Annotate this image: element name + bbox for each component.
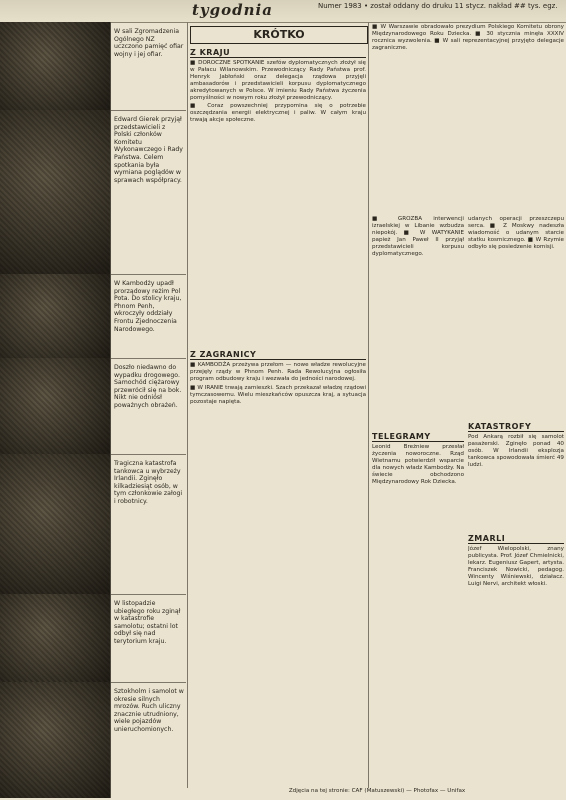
article-text: ■ GROŹBA interwencji izraelskiej w Libanie wzbudza niepokój. ■ W WATYKANIE papież Jan Paweł II przyjął przedstawicieli korpusu dyplomatycznego. — [372, 216, 464, 257]
news-col2 — [468, 216, 564, 416]
article-text: ■ W IRANIE trwają zamieszki. Szach przekazał władzę rządowi tymczasowemu. Wielu mieszkańców opuszcza kraj, a sytuacja pozostaje napięta. — [190, 384, 366, 405]
article-text: Leonid Breżniew przesłał życzenia noworoczne. Rząd Wietnamu potwierdził wsparcie dla nowych władz Kambodży. Na świecie obchodzono Międzynarodowy Rok Dziecka. — [372, 444, 464, 485]
article-text: Pod Ankarą rozbił się samolot pasażerski. Zginęło ponad 40 osób. W Irlandii eksplozja tankowca spowodowała śmierć 49 ludzi. — [468, 434, 564, 468]
article-text: ■ W Warszawie obradowało prezydium Polskiego Komitetu obrony Międzynarodowego Roku Dziecka. ■ 30 stycznia minęła XXXIV rocznica wyzwolenia. ■ W sali reprezentacyjnej przyjęto delegacje zagraniczne. — [372, 24, 564, 51]
news-photo — [0, 594, 111, 682]
photo-item — [0, 22, 186, 111]
section-katastrofy — [468, 418, 564, 528]
photo-caption: W listopadzie ubiegłego roku zginął w katastrofie samolotu; ostatni lot odbył się nad terytorium kraju. — [114, 600, 181, 645]
column-rule — [187, 22, 188, 788]
section-heading: Z KRAJU — [190, 48, 366, 58]
section-zmarli — [468, 530, 564, 784]
news-photo — [0, 682, 111, 798]
column-rule — [368, 22, 369, 788]
section-heading: ZMARLI — [468, 534, 564, 544]
news-top — [372, 24, 564, 214]
article-text: udanych operacji przeszczepu serca. ■ Z Moskwy nadeszła wiadomość o udanym starcie statku kosmicznego. ■ W Rzymie odbyło się posiedzenie komisji. — [468, 216, 564, 250]
photo-item — [0, 594, 186, 683]
masthead-title: tygodnia — [192, 1, 273, 19]
article-text: ■ Coraz powszechniej przypomina się o potrzebie oszczędzania energii elektrycznej i paliw. W całym kraju trwają akcje społeczne. — [190, 103, 366, 124]
section-telegramy — [372, 428, 464, 784]
photo-credits: Zdjęcia na tej stronie: CAF (Matuszewski) — Photofax — Unifax — [288, 788, 466, 794]
photo-caption: W Kambodży upadł prorządowy reżim Pol Pota. Do stolicy kraju, Phnom Penh, wkroczyły oddziały Frontu Zjednoczenia Narodowego. — [114, 280, 182, 333]
news-photo — [0, 22, 111, 110]
news-photo — [0, 110, 111, 274]
news-photo — [0, 454, 111, 594]
section-heading: KATASTROFY — [468, 422, 564, 432]
photo-caption: Edward Gierek przyjął przedstawicieli z Polski członków Komitetu Wykonawczego i Rady Państwa. Celem spotkania była wymiana poglądów w sprawach współpracy. — [114, 116, 183, 184]
section-heading: TELEGRAMY — [372, 432, 464, 442]
photo-caption: Tragiczna katastrofa tankowca u wybrzeży Irlandii. Zginęło kilkadziesiąt osób, w tym członkowie załogi i robotnicy. — [114, 460, 183, 505]
photo-column — [0, 22, 186, 800]
section-zagranicy — [190, 346, 366, 784]
photo-caption: Sztokholm i samolot w okresie silnych mrozów. Ruch uliczny znacznie utrudniony, wiele pojazdów unieruchomionych. — [114, 688, 184, 733]
section-banner: KRÓTKO — [190, 26, 368, 44]
photo-item — [0, 110, 186, 275]
news-photo — [0, 274, 111, 358]
photo-item — [0, 682, 186, 798]
photo-item — [0, 454, 186, 595]
article-text: ■ DOROCZNE SPOTKANIE szefów dyplomatycznych złożył się w Pałacu Wilanowskim. Przewodniczący Rady Państwa prof. Henryk Jabłoński oraz delegacja rządowa przyjęli ambasadorów i przedstawicieli korpusu dyplomatycznego akredytowanych w Polsce. W imieniu Rady Państwa życzenia pomyślności w nowym roku złożył przewodniczący. — [190, 60, 366, 101]
photo-item — [0, 274, 186, 359]
section-kraj — [190, 44, 366, 344]
section-heading: Z ZAGRANICY — [190, 350, 366, 360]
photo-caption: Doszło niedawno do wypadku drogowego. Samochód ciężarowy przewrócił się na bok. Nikt nie odniósł poważnych obrażeń. — [114, 364, 182, 409]
photo-caption: W sali Zgromadzenia Ogólnego NZ uczczono pamięć ofiar wojny i jej ofiar. — [114, 28, 184, 58]
news-mid — [372, 216, 464, 426]
masthead — [0, 0, 566, 23]
news-photo — [0, 358, 111, 454]
article-text: Józef Wielopolski, znany publicysta. Prof. Józef Chmielnicki, lekarz. Eugeniusz Gapert, artysta. Franciszek Nowicki, pedagog. Wincenty Wiśniewski, działacz. Luigi Nervi, architekt włoski. — [468, 546, 564, 587]
issue-info: Numer 1983 • został oddany do druku 11 stycz. nakład ## tys. egz. — [318, 2, 558, 10]
article-text: ■ KAMBODŻA przeżywa przełom — nowe władze rewolucyjne przejęły rządy w Phnom Penh. Rada Rewolucyjna ogłosiła program odbudowy kraju i wezwała do jedności narodowej. — [190, 362, 366, 382]
photo-item — [0, 358, 186, 455]
